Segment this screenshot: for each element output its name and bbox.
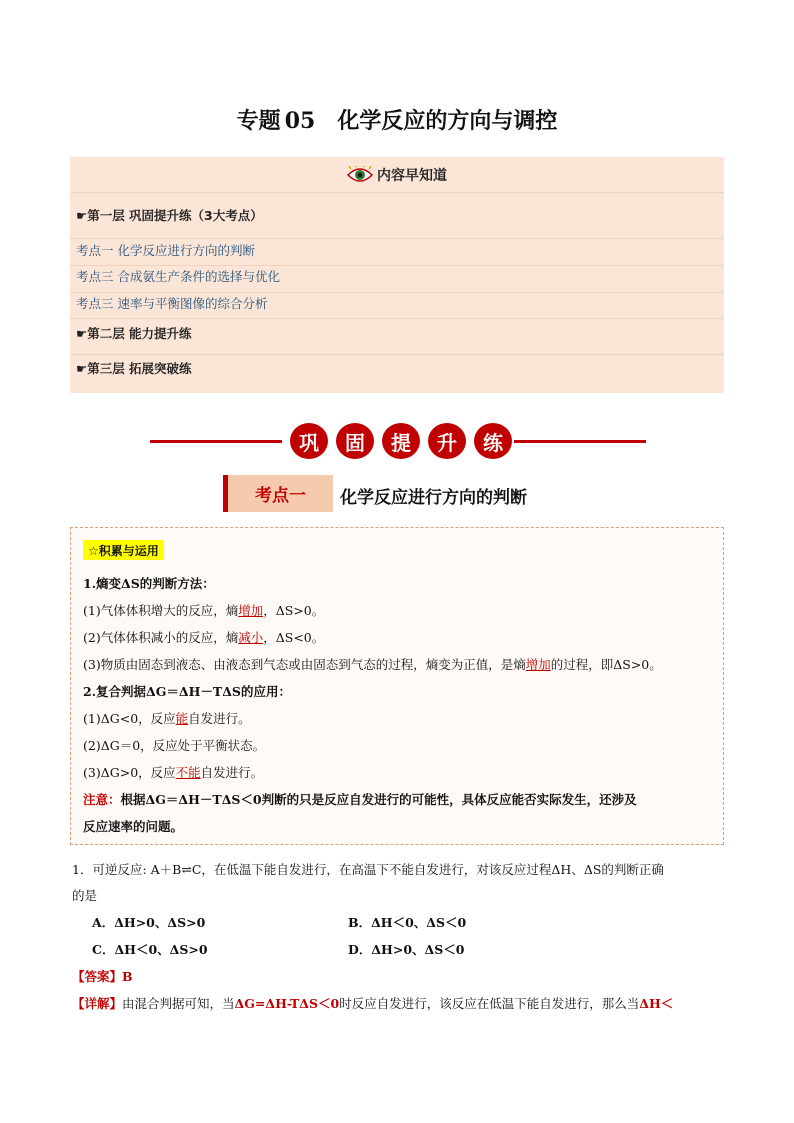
toc-point-1[interactable]: 考点一 化学反应进行方向的判断 (70, 239, 724, 266)
option-a[interactable]: A．ΔH>0、ΔS>0 (92, 915, 206, 930)
banner-line-right (514, 440, 646, 443)
option-d[interactable]: D．ΔH>0、ΔS＜0 (348, 942, 465, 957)
title-text: 化学反应的方向与调控 (337, 109, 558, 134)
knowledge-line: (1)气体体积增大的反应，熵增加，ΔS>0。 (83, 603, 325, 618)
toc-point-3[interactable]: 考点三 速率与平衡图像的综合分析 (70, 293, 724, 319)
answer-line: 【答案】B (72, 969, 133, 984)
banner-char: 巩 (290, 423, 328, 459)
detail-line: 【详解】由混合判据可知，当ΔG=ΔH-TΔS＜0时反应自发进行，该反应在低温下能自发进行，那么当ΔH＜ (72, 996, 674, 1011)
knowledge-box (70, 527, 724, 845)
question-stem-cont: 的是 (72, 888, 98, 903)
kaodian-title: 化学反应进行方向的判断 (340, 488, 527, 508)
toc-layer-2[interactable]: ☛第二层 能力提升练 (70, 319, 724, 355)
toc-point-2[interactable]: 考点三 合成氨生产条件的选择与优化 (70, 266, 724, 293)
page-title (0, 104, 794, 135)
banner-char: 提 (382, 423, 420, 459)
knowledge-line: (3)ΔG>0，反应不能自发进行。 (83, 765, 264, 780)
knowledge-tag: ☆积累与运用 (83, 540, 164, 560)
knowledge-line: (2)ΔG＝0，反应处于平衡状态。 (83, 738, 266, 753)
section-banner (150, 423, 646, 461)
contents-box (70, 157, 724, 393)
option-b[interactable]: B．ΔH＜0、ΔS＜0 (348, 915, 467, 930)
knowledge-line: (1)ΔG<0，反应能自发进行。 (83, 711, 251, 726)
eye-icon (347, 166, 373, 184)
question-stem: 1．可逆反应: A＋B⇌C，在低温下能自发进行，在高温下不能自发进行，对该反应过程ΔH、ΔS的判断正确 (72, 862, 664, 877)
title-number: 05 (284, 108, 316, 134)
banner-char: 升 (428, 423, 466, 459)
knowledge-heading-1: 1.熵变ΔS的判断方法： (83, 576, 215, 591)
banner-line-left (150, 440, 282, 443)
knowledge-line: (2)气体体积减小的反应，熵减小，ΔS<0。 (83, 630, 325, 645)
kaodian-label: 考点一 (223, 475, 333, 512)
toc-layer-1[interactable]: ☛第一层 巩固提升练（3大考点） (70, 193, 724, 239)
knowledge-note: 注意：根据ΔG＝ΔH－TΔS＜0判断的只是反应自发进行的可能性，具体反应能否实际发生，还涉及 (83, 792, 637, 807)
title-prefix: 专题 (236, 109, 281, 134)
banner-char: 固 (336, 423, 374, 459)
banner-char: 练 (474, 423, 512, 459)
option-c[interactable]: C．ΔH＜0、ΔS>0 (92, 942, 208, 957)
knowledge-heading-2: 2.复合判据ΔG＝ΔH－TΔS的应用： (83, 684, 291, 699)
knowledge-note-cont: 反应速率的问题。 (83, 819, 184, 834)
contents-header (70, 157, 724, 193)
contents-header-label: 内容早知道 (377, 167, 447, 184)
knowledge-line: (3)物质由固态到液态、由液态到气态或由固态到气态的过程，熵变为正值，是熵增加的过程，即ΔS>0。 (83, 657, 662, 672)
toc-layer-3[interactable]: ☛第三层 拓展突破练 (76, 361, 192, 376)
